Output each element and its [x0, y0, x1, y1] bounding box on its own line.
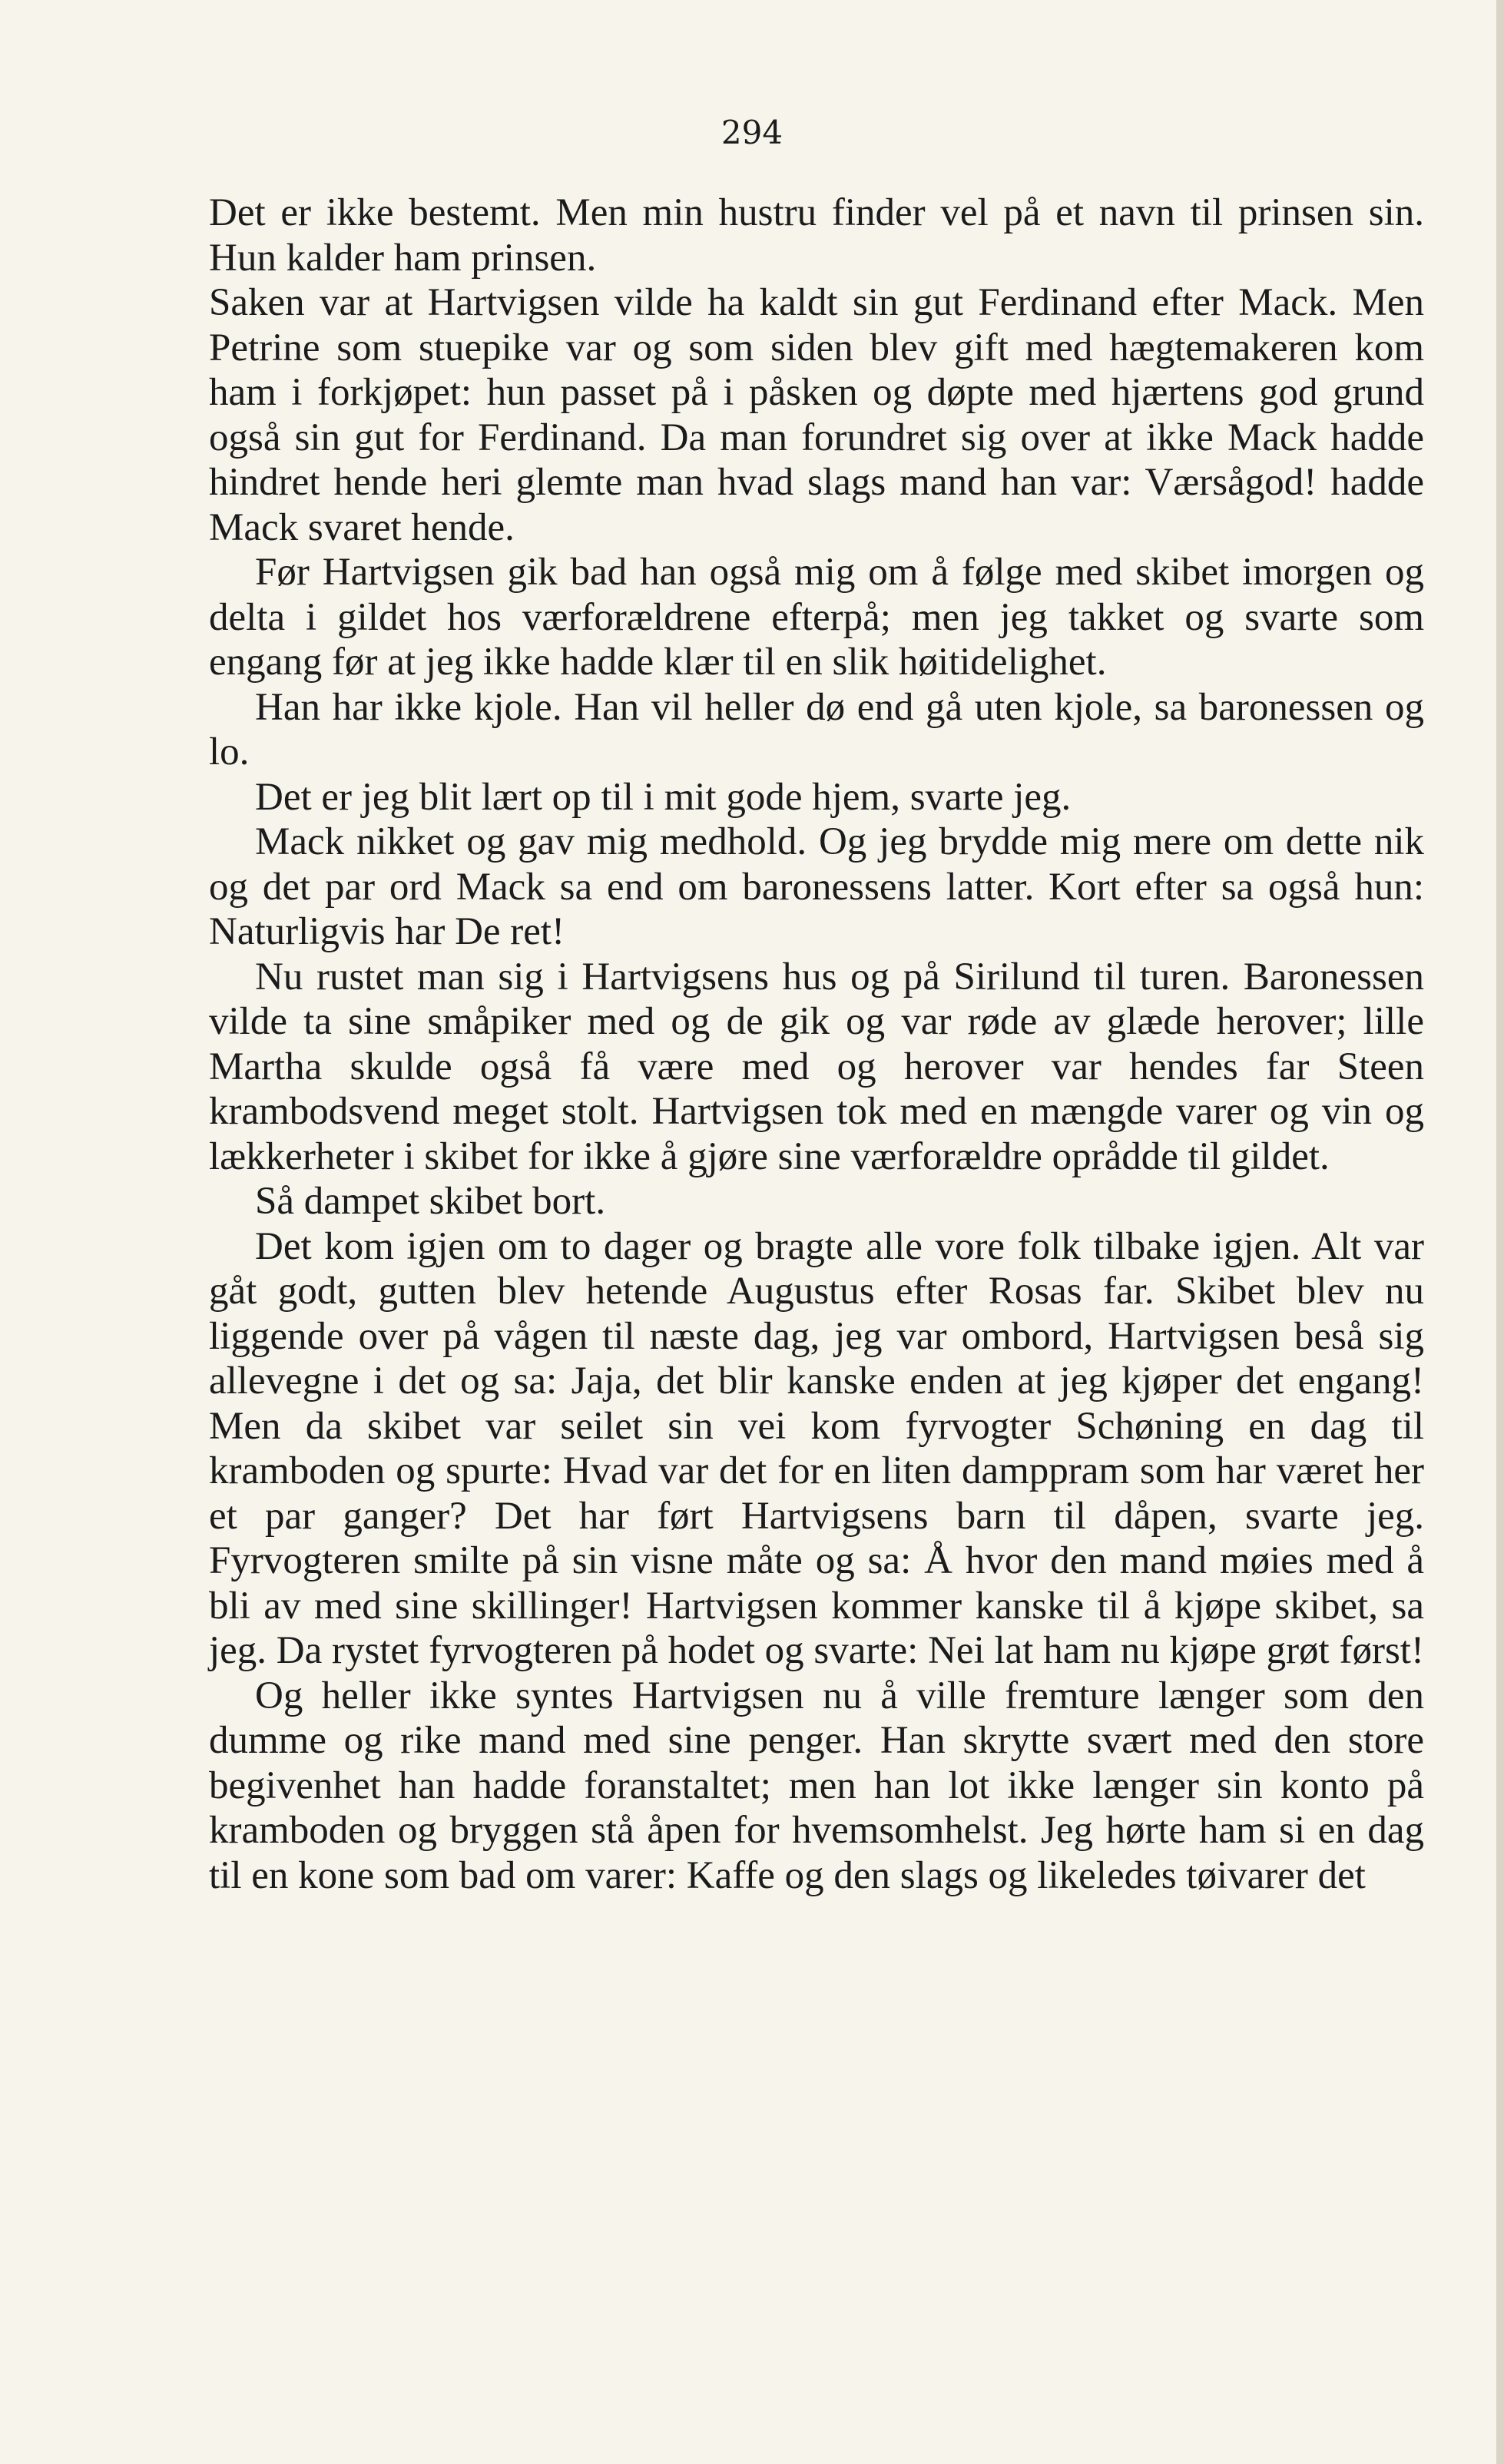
paragraph: Og heller ikke syntes Hartvigsen nu å ville fremture længer som den dumme og rike mand med sine penger. Han skrytte svært med den store begivenhet han hadde foranstaltet; men han lot ikke længer sin konto på kramboden og bryggen stå åpen for hvemsomhelst. Jeg hørte ham si en dag til en kone som bad om varer: Kaffe og den slags og likeledes tøivarer det — [209, 1674, 1424, 1897]
paragraph: Han har ikke kjole. Han vil heller dø end gå uten kjole, sa baronessen og lo. — [209, 685, 1424, 773]
paragraph: Det er ikke bestemt. Men min hustru finder vel på et navn til prinsen sin. Hun kalder ham prinsen. — [209, 191, 1424, 280]
page-edge — [1496, 0, 1504, 2464]
page-number: 294 — [721, 114, 783, 151]
body-text — [209, 190, 1424, 1898]
paragraph: Nu rustet man sig i Hartvigsens hus og på Sirilund til turen. Baronessen vilde ta sine småpiker med og de gik og var røde av glæde herover; lille Martha skulde også få være med og herover var hendes far Steen krambodsvend meget stolt. Hartvigsen tok med en mængde varer og vin og lækkerheter i skibet for ikke å gjøre sine værforældre oprådde til gildet. — [209, 955, 1424, 1178]
paragraph: Mack nikket og gav mig medhold. Og jeg brydde mig mere om dette nik og det par ord Mack sa end om baronessens latter. Kort efter sa også hun: Naturligvis har De ret! — [209, 820, 1424, 953]
paragraph: Det kom igjen om to dager og bragte alle vore folk tilbake igjen. Alt var gåt godt, gutten blev hetende Augustus efter Rosas far. Skibet blev nu liggende over på vågen til næste dag, jeg var ombord, Hartvigsen beså sig allevegne i det og sa: Jaja, det blir kanske enden at jeg kjøper det engang! Men da skibet var seilet sin vei kom fyrvogter Schøning en dag til kramboden og spurte: Hvad var det for en liten damppram som har været her et par ganger? Det har ført Hartvigsens barn til dåpen, svarte jeg. Fyrvogteren smilte på sin visne måte og sa: Å hvor den mand møies med å bli av med sine skillinger! Hartvigsen kommer kanske til å kjøpe skibet, sa jeg. Da rystet fyrvogteren på hodet og svarte: Nei lat ham nu kjøpe grøt først! — [209, 1224, 1424, 1672]
paragraph: Det er jeg blit lært op til i mit gode hjem, svarte jeg. — [255, 775, 1072, 819]
paragraph: Saken var at Hartvigsen vilde ha kaldt sin gut Ferdinand efter Mack. Men Petrine som stuepike var og som siden blev gift med hægtemakeren kom ham i forkjøpet: hun passet på i påsken og døpte med hjærtens god grund også sin gut for Ferdinand. Da man forundret sig over at ikke Mack hadde hindret hende heri glemte man hvad slags mand han var: Værsågod! hadde Mack svaret hende. — [209, 281, 1424, 549]
paragraph: Så dampet skibet bort. — [255, 1180, 606, 1223]
paragraph: Før Hartvigsen gik bad han også mig om å følge med skibet imorgen og delta i gildet hos værforældrene efterpå; men jeg takket og svarte som engang før at jeg ikke hadde klær til en slik høitidelighet. — [209, 551, 1424, 684]
